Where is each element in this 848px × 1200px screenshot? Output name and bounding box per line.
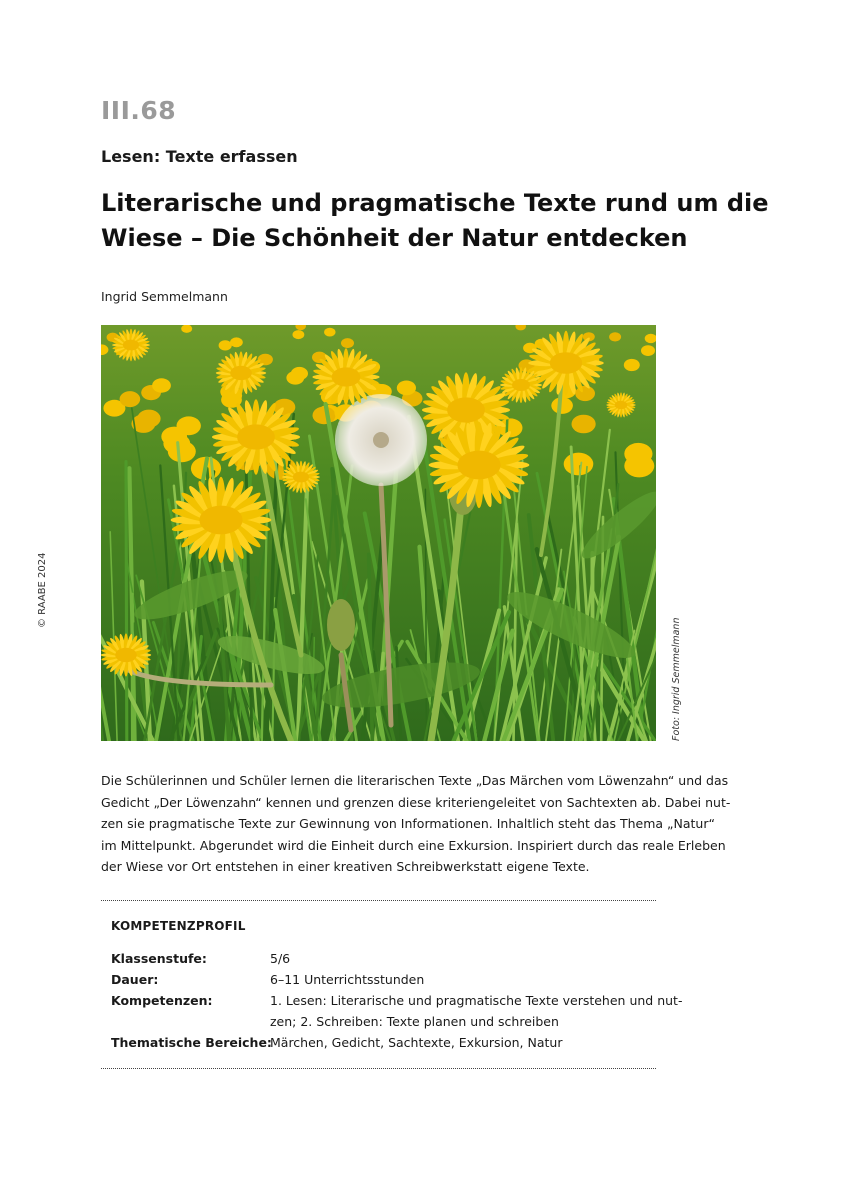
kp-label: Kompetenzen: <box>111 993 213 1008</box>
kp-value: 5/6 <box>270 951 291 966</box>
title-line: Wiese – Die Schönheit der Natur entdecken <box>101 224 688 252</box>
kompetenzprofil-heading: KOMPETENZPROFIL <box>111 919 246 933</box>
kp-value: Märchen, Gedicht, Sachtexte, Exkursion, Natur <box>270 1035 563 1050</box>
background-dandelion <box>641 345 655 356</box>
background-dandelion <box>291 367 308 380</box>
background-dandelion <box>324 328 335 337</box>
kp-value: 6–11 Unterrichtsstunden <box>270 972 425 987</box>
page-title <box>101 186 769 256</box>
background-dandelion <box>609 332 621 341</box>
background-dandelion <box>624 443 652 465</box>
background-dandelion <box>313 407 336 425</box>
photo-credit: Foto: Ingrid Semmelmann <box>671 617 682 741</box>
dandelion-meadow-photo <box>101 325 656 741</box>
background-dandelion <box>137 410 160 428</box>
abstract-line: der Wiese vor Ort entstehen in einer kreativen Schreibwerkstatt eigene Texte. <box>101 859 590 874</box>
title-line: Literarische und pragmatische Texte rund um die <box>101 189 769 217</box>
section-number: III.68 <box>101 96 177 125</box>
background-dandelion <box>152 378 171 392</box>
background-dandelion <box>293 330 305 339</box>
meadow-illustration <box>101 325 656 741</box>
background-dandelion <box>341 338 354 348</box>
abstract-line: Die Schülerinnen und Schüler lernen die literarischen Texte „Das Märchen vom Löwenzahn“ und das <box>101 773 729 788</box>
category-heading: Lesen: Texte erfassen <box>101 147 298 166</box>
background-dandelion <box>397 381 416 396</box>
kp-value: 1. Lesen: Literarische und pragmatische Texte verstehen und nut- zen; 2. Schreiben: Texte planen und schreiben <box>270 993 683 1029</box>
background-dandelion <box>564 453 594 476</box>
dandelion-seed-head <box>335 394 427 486</box>
abstract-line: zen sie pragmatische Texte zur Gewinnung von Informationen. Inhaltlich steht das Thema „Natur“ <box>101 816 715 831</box>
kp-label: Dauer: <box>111 972 159 987</box>
author: Ingrid Semmelmann <box>101 289 228 304</box>
copyright-notice: © RAABE 2024 <box>37 552 48 628</box>
background-dandelion <box>624 359 640 371</box>
kp-label: Klassenstufe: <box>111 951 207 966</box>
kp-label: Thematische Bereiche: <box>111 1035 272 1050</box>
abstract-line: Gedicht „Der Löwenzahn“ kennen und grenzen diese kriteriengeleitet von Sachtexten ab. Dabei nut- <box>101 794 731 810</box>
background-dandelion <box>572 415 596 434</box>
background-dandelion <box>219 340 232 350</box>
grass-blade <box>126 462 127 741</box>
divider-top <box>101 900 656 901</box>
abstract-paragraph <box>101 770 731 878</box>
background-dandelion <box>120 391 141 407</box>
background-dandelion <box>230 337 243 347</box>
divider-bottom <box>101 1068 656 1069</box>
abstract-line: im Mittelpunkt. Abgerundet wird die Einheit durch eine Exkursion. Inspiriert durch das reale Erleben <box>101 837 726 853</box>
background-dandelion <box>551 397 573 414</box>
